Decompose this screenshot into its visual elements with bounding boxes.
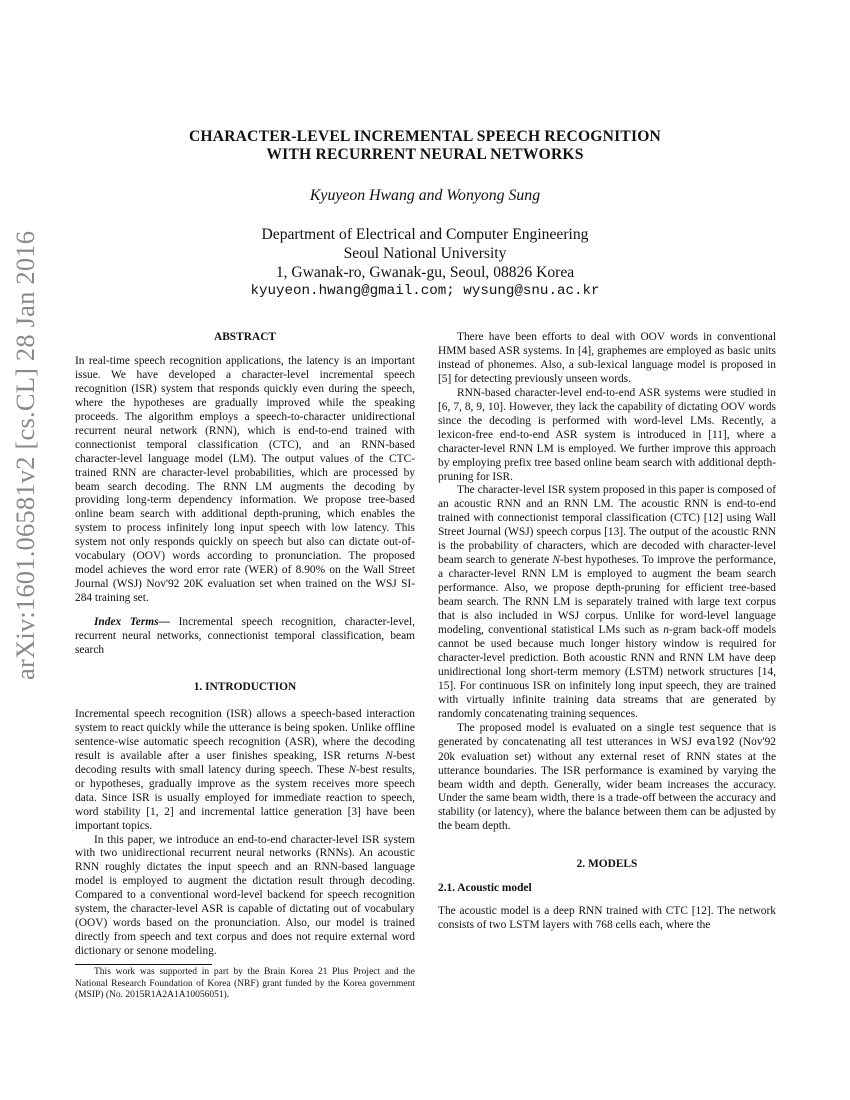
footnote — [75, 967, 415, 1002]
intro-paragraph-3: There have been efforts to deal with OOV words in conventional HMM based ASR systems. In [4], graphemes are employed as basic units instead of phonemes. Also, a sub-lexical language model is proposed in [5] for detecting previously unseen words. — [438, 331, 776, 385]
acoustic-model-paragraph: The acoustic model is a deep RNN trained with CTC [12]. The network consists of two LSTM layers with 768 cells each, where the — [438, 905, 776, 932]
intro-paragraph-4: RNN-based character-level end-to-end ASR systems were studied in [6, 7, 8, 9, 10]. However, they lack the capability of dictating OOV words since the decoding is performed with word-level LMs. Recently, a lexicon-free end-to-end ASR system is introduced in [11], where a character-level RNN LM is employed. We further improve this approach by employing prefix tree based online beam search with additional depth-pruning for ISR. — [438, 386, 776, 483]
intro-paragraph-2: In this paper, we introduce an end-to-end character-level ISR system with two unidirectional recurrent neural networks (RNNs). An acoustic RNN roughly dictates the input speech and an RNN-based language model is employed to augment the dictation result through decoding. Compared to a conventional word-level backend for speech recognition system, the character-level ASR is capable of dictating out of vocabulary (OOV) words based on the pronunciation. Also, our model is trained directly from speech and text corpus and does not require external word dictionary or senone modeling. — [75, 833, 415, 958]
title-line-1: CHARACTER-LEVEL INCREMENTAL SPEECH RECOGNITION — [188, 128, 662, 145]
affiliation-block — [75, 225, 775, 301]
models-heading: 2. MODELS — [576, 858, 638, 871]
intro-paragraph-6: The proposed model is evaluated on a single test sequence that is generated by concatenating all test utterances in WSJ eval92 (Nov'92 20k evaluation set) without any external reset of RNN states at the utterance boundaries. The ISR performance is examined by varying the beam width and depth. Generally, wider beam increases the accuracy. Under the same beam width, there is a trade-off between the accuracy and stability (or latency), where the balance between them can be adjusted by the beam depth. — [438, 721, 776, 833]
university: Seoul National University — [343, 245, 507, 262]
paper-title — [75, 128, 775, 164]
author-list: Kyuyeon Hwang and Wonyong Sung — [309, 187, 541, 204]
index-terms-text: Incremental speech recognition, character-level, recurrent neural networks, connectionist temporal classification, beam search — [75, 616, 415, 657]
right-column — [438, 331, 776, 933]
title-line-2: WITH RECURRENT NEURAL NETWORKS — [266, 146, 584, 163]
left-column — [75, 331, 415, 959]
arxiv-identifier-text: arXiv:1601.06581v2 [cs.CL] 28 Jan 2016 — [10, 230, 40, 680]
abstract-text: In real-time speech recognition applications, the latency is an important issue. We have developed a character-level incremental speech recognition (ISR) system that responds quickly even during the speech, where the hypotheses are gradually improved while the speaking proceeds. The algorithm employs a speech-to-character unidirectional recurrent neural network (RNN), which is end-to-end trained with connectionist temporal classification (CTC), and an RNN-based character-level language model (LM). The output values of the CTC-trained RNN are character-level probabilities, which are processed by beam search decoding. The RNN LM augments the decoding by providing long-term dependency information. We propose tree-based online beam search with additional depth-pruning, which enables the system to process infinitely long input speech with low latency. This system not only responds quickly on speech but also can dictate out-of-vocabulary (OOV) words according to pronunciation. The proposed model achieves the word error rate (WER) of 8.90% on the Wall Street Journal (WSJ) Nov'92 20K evaluation set when trained on the WSJ SI-284 training set. — [75, 354, 415, 605]
footnote-text: This work was supported in part by the Brain Korea 21 Plus Project and the National Research Foundation of Korea (NRF) grant funded by the Korea government (MSIP) (No. 2015R1A2A1A10056051). — [75, 967, 415, 1001]
abstract-heading: ABSTRACT — [213, 331, 277, 343]
acoustic-model-heading: 2.1. Acoustic model — [438, 882, 532, 895]
intro-heading: 1. INTRODUCTION — [193, 680, 297, 693]
department: Department of Electrical and Computer Engineering — [261, 226, 589, 243]
index-terms — [75, 616, 415, 658]
index-terms-label: Index Terms— — [94, 616, 170, 629]
arxiv-identifier-stamp — [2, 230, 46, 770]
paper-header — [75, 128, 775, 301]
footnote-rule — [75, 964, 212, 965]
author-emails: kyuyeon.hwang@gmail.com; wysung@snu.ac.kr — [250, 283, 600, 299]
intro-paragraph-1: Incremental speech recognition (ISR) allows a speech-based interaction system to react quickly while the utterance is being spoken. Unlike offline sentence-wise automatic speech recognition (ASR), where the decoding result is available after a user finishes speaking, ISR returns N-best decoding results with small latency during speech. These N-best results, or hypotheses, gradually improve as the system receives more speech data. Since ISR is usually employed for immediate reaction to speech, word stability [1, 2] and incremental lattice generation [3] have been important topics. — [75, 707, 415, 832]
intro-paragraph-5: The character-level ISR system proposed in this paper is composed of an acoustic RNN and an RNN LM. The acoustic RNN is end-to-end trained with connectionist temporal classification (CTC) [12] using Wall Street Journal (WSJ) speech corpus [13]. The output of the acoustic RNN is the probability of characters, which are decoded with character-level beam search to generate N-best hypotheses. To improve the performance, a character-level RNN LM is employed to augment the beam search performance. Also, we propose depth-pruning for efficient tree-based beam search. The RNN LM is separately trained with large text corpus that is also included in WSJ corpus. Unlike for word-level language modeling, conventional statistical LMs such as n-gram back-off models cannot be used because much longer history window is required for character-level prediction. Both acoustic RNN and RNN LM have deep unidirectional long short-term memory (LSTM) network structures [14, 15]. For continuous ISR on infinitely long input speech, they are trained with virtually infinite training data streams that are generated by randomly concatenating training sequences. — [438, 484, 777, 720]
address: 1, Gwanak-ro, Gwanak-gu, Seoul, 08826 Korea — [275, 264, 575, 281]
